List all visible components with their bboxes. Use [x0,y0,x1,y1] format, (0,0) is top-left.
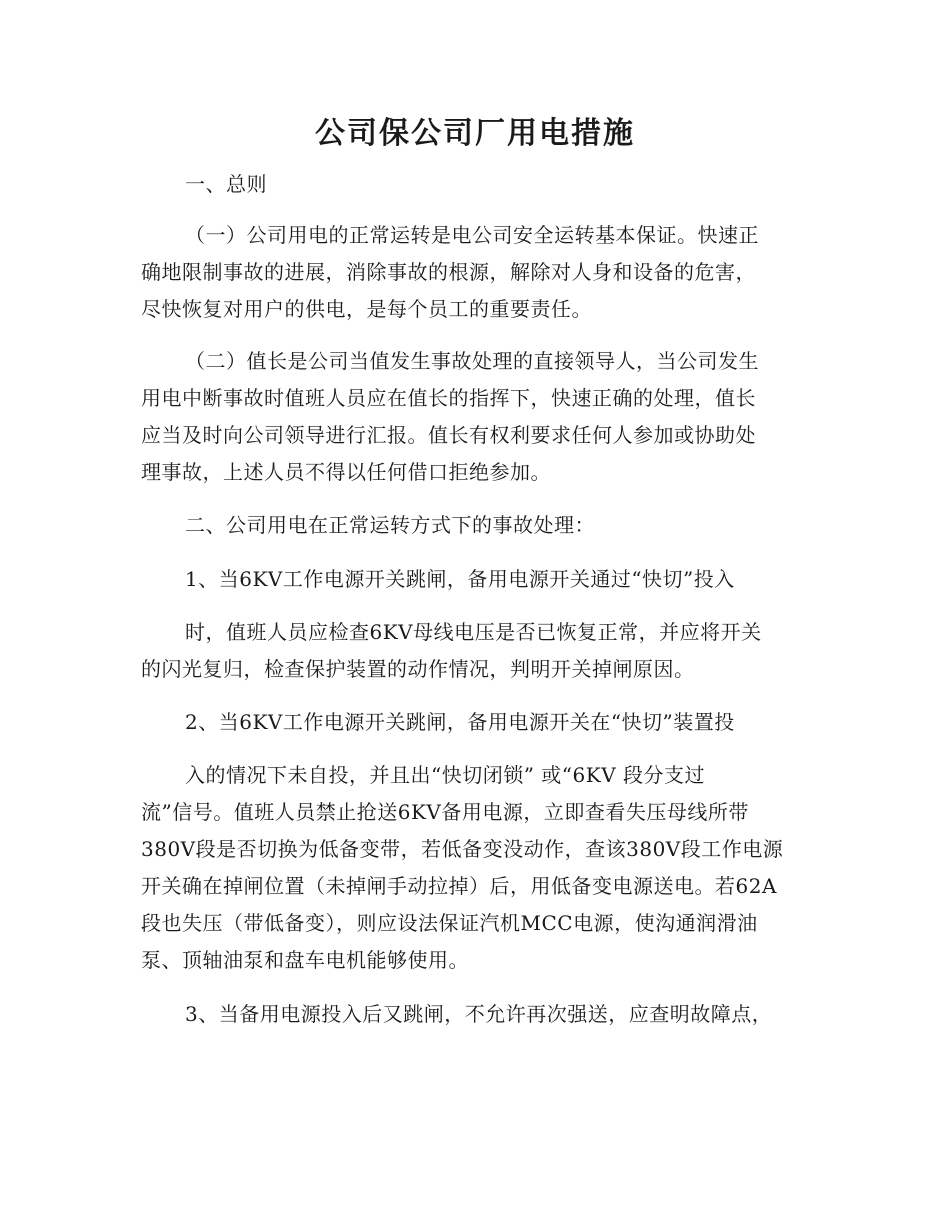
text-line: 2、当6KV工作电源开关跳闸，备用电源开关在“快切”装置投 [185,710,735,734]
text-line: 开关确在掉闸位置（未掉闸手动拉掉）后，用低备变电源送电。若62A [141,874,777,898]
item-1-body [141,614,811,688]
text-line: （一）公司用电的正常运转是电公司安全运转基本保证。快速正 [185,223,759,247]
text-line: 的闪光复归，检查保护装置的动作情况，判明开关掉闸原因。 [141,657,695,681]
text-line: 理事故，上述人员不得以任何借口拒绝参加。 [141,460,551,484]
text-line: 确地限制事故的进展，消除事故的根源，解除对人身和设备的危害， [141,260,756,284]
item-1-heading [141,561,811,598]
paragraph-1 [141,217,811,328]
text-line: 时，值班人员应检查6KV母线电压是否已恢复正常，并应将开关 [185,620,762,644]
paragraph-2 [141,343,811,491]
text-line: 380V段是否切换为低备变带，若低备变没动作，查该380V段工作电源 [141,837,784,861]
text-line: 流”信号。值班人员禁止抢送6KV备用电源，立即查看失压母线所带 [141,800,749,824]
text-line: 尽快恢复对用户的供电，是每个员工的重要责任。 [141,297,592,321]
text-line: 用电中断事故时值班人员应在值长的指挥下，快速正确的处理，值长 [141,386,756,410]
text-line: 一、总则 [185,172,267,196]
text-line: 1、当6KV工作电源开关跳闸，备用电源开关通过“快切”投入 [185,567,735,591]
text-line: （二）值长是公司当值发生事故处理的直接领导人，当公司发生 [185,349,759,373]
text-line: 泵、顶轴油泵和盘车电机能够使用。 [141,948,469,972]
section-heading-fault-handling [141,507,811,544]
page-title: 公司保公司厂用电措施 [315,116,635,151]
text-line: 段也失压（带低备变），则应设法保证汽机MCC电源，使沟通润滑油 [141,911,758,935]
item-3-heading [141,996,811,1033]
text-line: 二、公司用电在正常运转方式下的事故处理： [185,513,595,537]
section-heading-general [141,166,811,203]
item-2-heading [141,704,811,741]
item-2-body [141,757,811,979]
text-line: 应当及时向公司领导进行汇报。值长有权利要求任何人参加或协助处 [141,423,756,447]
text-line: 入的情况下未自投，并且出“快切闭锁” 或“6KV 段分支过 [185,763,705,787]
text-line: 3、当备用电源投入后又跳闸，不允许再次强送，应查明故障点， [185,1002,773,1026]
